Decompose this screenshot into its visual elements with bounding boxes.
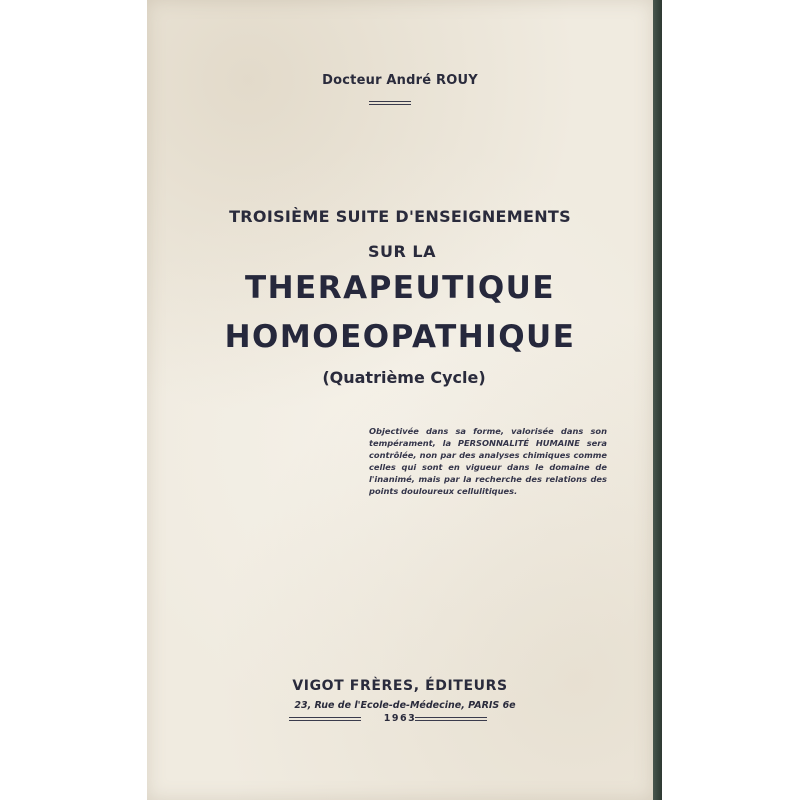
publisher-name: VIGOT FRÈRES, ÉDITEURS xyxy=(292,678,508,694)
author-name: Docteur André ROUY xyxy=(322,73,478,88)
title-line-2: SUR LA xyxy=(368,242,436,261)
epigraph: Objectivée dans sa forme, valorisée dans son tempérament, la PERSONNALITÉ HUMAINE sera contrôlée, non par des analyses chimiques comme celles qui sont en vigueur dans le domaine de l'inanimé, mais par la recherche des relations des points douloureux cellulitiques. xyxy=(369,426,607,497)
subtitle: (Quatrième Cycle) xyxy=(322,368,486,387)
title-main-2: HOMOEOPATHIQUE xyxy=(224,319,576,355)
year-divider-right xyxy=(415,717,487,721)
book-cover xyxy=(147,0,653,800)
publication-year: 1963 xyxy=(383,713,417,724)
title-main-1: THERAPEUTIQUE xyxy=(244,270,556,306)
author-divider xyxy=(369,101,411,105)
title-line-1: TROISIÈME SUITE D'ENSEIGNEMENTS xyxy=(229,207,571,226)
publisher-address: 23, Rue de l'Ecole-de-Médecine, PARIS 6e xyxy=(294,700,516,711)
